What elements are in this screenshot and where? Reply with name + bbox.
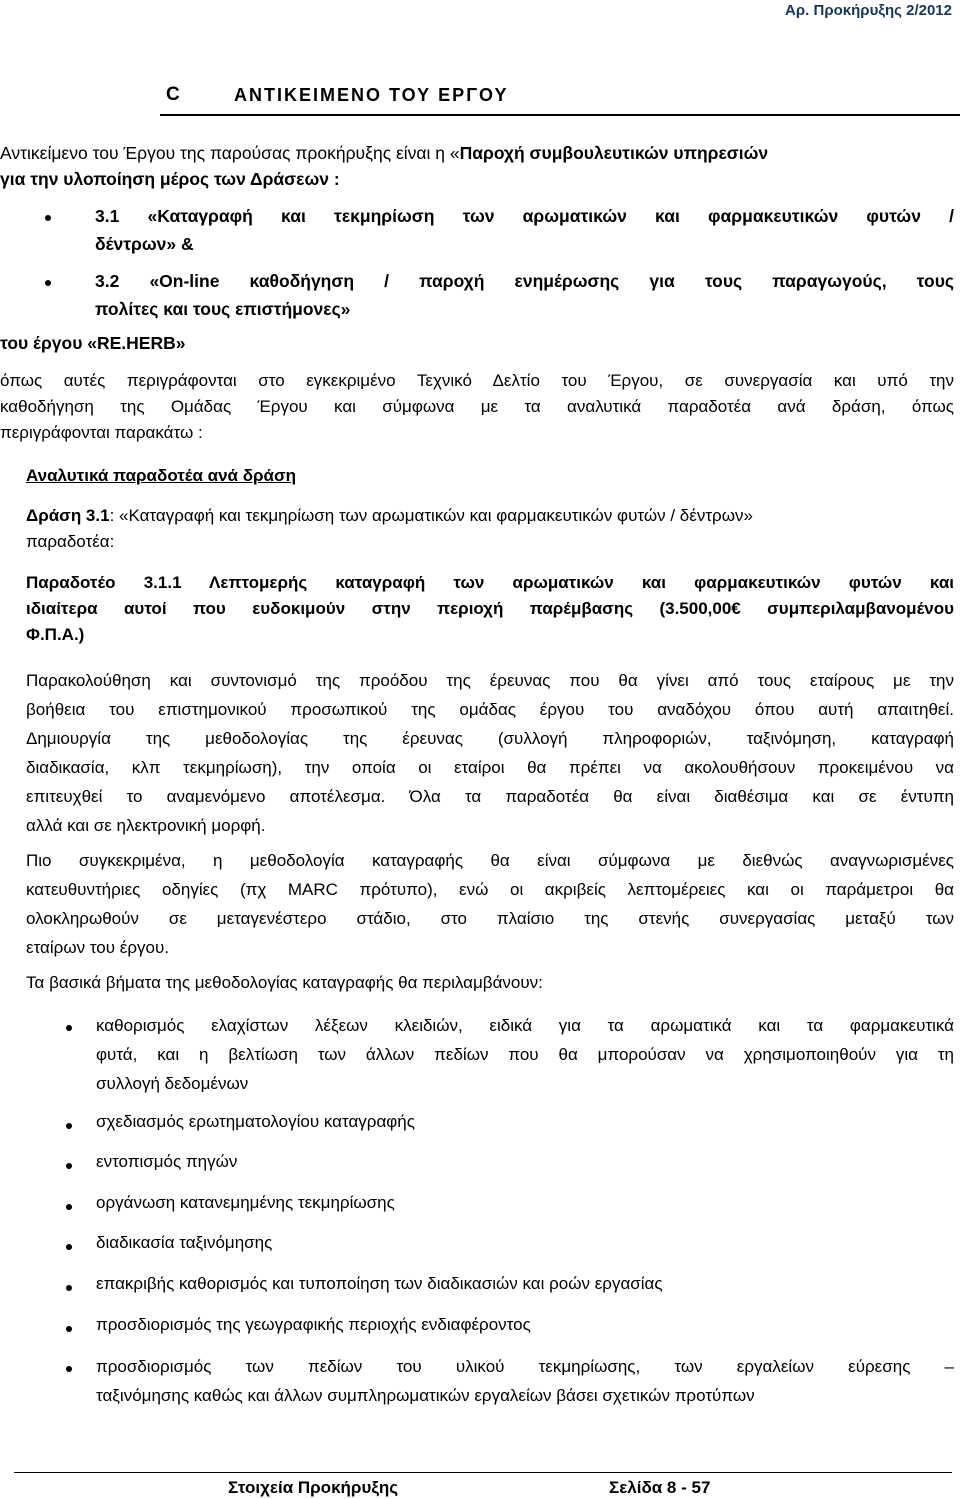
step-item: προσδιορισμός της γεωγραφικής περιοχής ενδιαφέροντος xyxy=(96,1315,531,1334)
bullet-icon xyxy=(45,280,51,286)
bullet-icon xyxy=(66,1366,72,1372)
action-31-label: Δράση 3.1 xyxy=(26,506,110,525)
intro-bold: Παροχή συμβουλευτικών υπηρεσιών xyxy=(459,143,769,163)
action-31: Δράση 3.1: «Καταγραφή και τεκμηρίωση των αρωματικών και φαρμακευτικών φυτών / δέντρων» παραδοτέα: xyxy=(26,506,753,551)
step-item: επακριβής καθορισμός και τυποποίηση των διαδικασιών και ροών εργασίας xyxy=(96,1274,663,1293)
bullet-icon xyxy=(66,1244,72,1250)
description-paragraph: όπως αυτές περιγράφονται στο εγκεκριμένο Τεχνικό Δελτίο του Έργου, σε συνεργασία και υπό την καθοδήγηση της Ομάδας Έργου και σύμφωνα με τα αναλυτικά παραδοτέα ανά δράση, όπως περιγράφονται παρακάτω : xyxy=(0,371,954,442)
section-title: ΑΝΤΙΚΕΙΜΕΝΟ ΤΟΥ ΕΡΓΟΥ xyxy=(234,85,509,105)
paragraph-methodology: Πιο συγκεκριμένα, η μεθοδολογία καταγραφής θα είναι σύμφωνα με διεθνώς αναγνωρισμένες κατευθυντήριες οδηγίες (πχ MARC πρότυπο), ενώ οι ακριβείς λεπτομέρειες και οι παράμετροι θα ολοκληρωθούν σε μεταγενέστερο στάδιο, στο πλαίσιο της στενής συνεργασίας μεταξύ των εταίρων του έργου. xyxy=(26,851,954,957)
bullet-icon xyxy=(66,1326,72,1332)
step-item: οργάνωση κατανεμημένης τεκμηρίωσης xyxy=(96,1193,395,1212)
action-item: 3.2 «On-line καθοδήγηση / παροχή ενημέρωσης για τους παραγωγούς, τους πολίτες και τους επιστήμονες» xyxy=(95,271,954,319)
intro-line2: για την υλοποίηση μέρος των Δράσεων : xyxy=(0,169,340,189)
intro-paragraph xyxy=(0,140,950,192)
deliverables-heading: Αναλυτικά παραδοτέα ανά δράση xyxy=(26,466,297,485)
action-31-text: : «Καταγραφή και τεκμηρίωση των αρωματικών και φαρμακευτικών φυτών / δέντρων» xyxy=(109,506,753,525)
step-item: προσδιορισμός των πεδίων του υλικού τεκμηρίωσης, των εργαλείων εύρεσης – ταξινόμησης καθώς και άλλων συμπληρωματικών εργαλείων βάσει σχετικών προτύπων xyxy=(96,1357,954,1405)
paragraph-monitoring: Παρακολούθηση και συντονισμό της προόδου της έρευνας που θα γίνει από τους εταίρους με την βοήθεια του επιστημονικού προσωπικού της ομάδας έργου του αναδόχου όπου αυτή απαιτηθεί. Δημιουργία της μεθοδολογίας της έρευνας (συλλογή πληροφοριών, ταξινόμηση, καταγραφή διαδικασία, κλπ τεκμηρίωση), την οποία οι εταίροι θα πρέπει να ακολουθήσουν προκειμένου να επιτευχθεί το αναμενόμενο αποτέλεσμα. Όλα τα παραδοτέα θα είναι διαθέσιμα και σε έντυπη αλλά και σε ηλεκτρονική μορφή. xyxy=(26,671,954,835)
step-item: καθορισμός ελαχίστων λέξεων κλειδιών, ειδικά για τα αρωματικά και τα φαρμακευτικά φυτά, και η βελτίωση των άλλων πεδίων που θα μπορούσαν να χρησιμοποιηθούν για τη συλλογή δεδομένων xyxy=(96,1016,954,1093)
project-line: του έργου «RE.HERB» xyxy=(0,333,186,353)
action-item: 3.1 «Καταγραφή και τεκμηρίωση των αρωματικών και φαρμακευτικών φυτών / δέντρων» & xyxy=(95,206,954,254)
bullet-icon xyxy=(66,1204,72,1210)
bullet-icon xyxy=(66,1123,72,1129)
footer-rule xyxy=(14,1472,952,1473)
step-item: σχεδιασμός ερωτηματολογίου καταγραφής xyxy=(96,1112,415,1131)
deliverable-311: Παραδοτέο 3.1.1 Λεπτομερής καταγραφή των αρωματικών και φαρμακευτικών φυτών και ιδιαίτερα αυτοί που ευδοκιμούν στην περιοχή παρέμβασης (3.500,00€ συμπεριλαμβανομένου Φ.Π.Α.) xyxy=(26,573,954,644)
bullet-icon xyxy=(66,1285,72,1291)
bullet-icon xyxy=(66,1025,72,1031)
footer-doc-title: Στοιχεία Προκήρυξης xyxy=(228,1478,399,1497)
intro-plain: Αντικείμενο του Έργου της παρούσας προκήρυξης είναι η « xyxy=(0,143,460,163)
bullet-icon xyxy=(45,215,51,221)
footer-page-number: Σελίδα 8 - 57 xyxy=(609,1478,711,1497)
section-letter: C xyxy=(166,84,180,105)
header-note: Αρ. Προκήρυξης 2/2012 xyxy=(785,2,952,19)
bullet-icon xyxy=(66,1163,72,1169)
step-item: εντοπισμός πηγών xyxy=(96,1152,238,1171)
steps-intro: Τα βασικά βήματα της μεθοδολογίας καταγραφής θα περιλαμβάνουν: xyxy=(26,973,543,992)
step-item: διαδικασία ταξινόμησης xyxy=(96,1233,273,1252)
section-heading xyxy=(160,78,960,116)
